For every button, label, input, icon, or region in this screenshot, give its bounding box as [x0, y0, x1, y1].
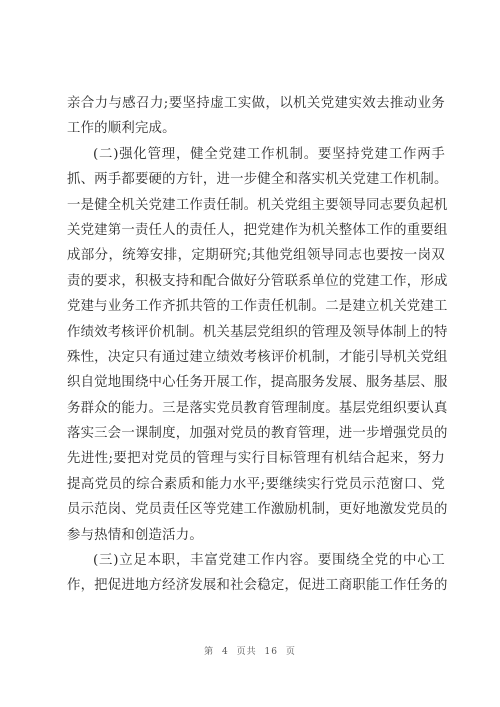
text-line: 落实三会一课制度，加强对党员的教育管理，进一步增强党员的 [67, 426, 448, 442]
section-heading-line: (二)强化管理，健全党建工作机制。要坚持党建工作两手 [93, 146, 445, 162]
text-line: 织自觉地围绕中心任务开展工作，提高服务发展、服务基层、服 [67, 375, 448, 391]
total-page-count: 16 [264, 647, 278, 657]
page-number-footer [0, 644, 500, 657]
footer-suffix: 页 [285, 647, 296, 657]
text-line: 亲合力与感召力;要坚持虚工实做，以机关党建实效去推动业务 [67, 96, 445, 111]
text-line: 参与热情和创造活力。 [67, 527, 203, 543]
body-text [67, 91, 448, 599]
text-line: 作绩效考核评价机制。机关基层党组织的管理及领导体制上的特 [67, 324, 448, 340]
text-line: 提高党员的综合素质和能力水平;要继续实行党员示范窗口、党 [67, 476, 445, 492]
text-line: 作，把促进地方经济发展和社会稳定，促进工商职能工作任务的 [67, 578, 448, 594]
current-page-number: 4 [222, 647, 229, 657]
footer-prefix: 第 [204, 647, 215, 657]
text-line: 员示范岗、党员责任区等党建工作激励机制，更好地激发党员的 [67, 502, 448, 518]
footer-middle: 页共 [236, 647, 257, 657]
text-line: 先进性;要把对党员的管理与实行目标管理有机结合起来，努力 [67, 451, 445, 467]
text-line: 抓、两手都要硬的方针，进一步健全和落实机关党建工作机制。 [67, 172, 448, 188]
text-line: 责的要求，积极支持和配合做好分管联系单位的党建工作，形成 [67, 273, 448, 289]
text-line: 工作的顺利完成。 [67, 121, 176, 137]
text-line: 殊性，决定只有通过建立绩效考核评价机制，才能引导机关党组 [67, 349, 448, 365]
text-line: 务群众的能力。三是落实党员教育管理制度。基层党组织要认真 [67, 400, 448, 416]
text-line: 一是健全机关党建工作责任制。机关党组主要领导同志要负起机 [67, 197, 448, 213]
section-heading-line: (三)立足本职，丰富党建工作内容。要围绕全党的中心工 [93, 553, 445, 569]
text-line: 关党建第一责任人的责任人，把党建作为机关整体工作的重要组 [67, 222, 448, 238]
text-line: 成部分，统筹安排，定期研究;其他党组领导同志也要按一岗双 [67, 248, 445, 264]
text-line: 党建与业务工作齐抓共管的工作责任机制。二是建立机关党建工 [67, 299, 448, 315]
